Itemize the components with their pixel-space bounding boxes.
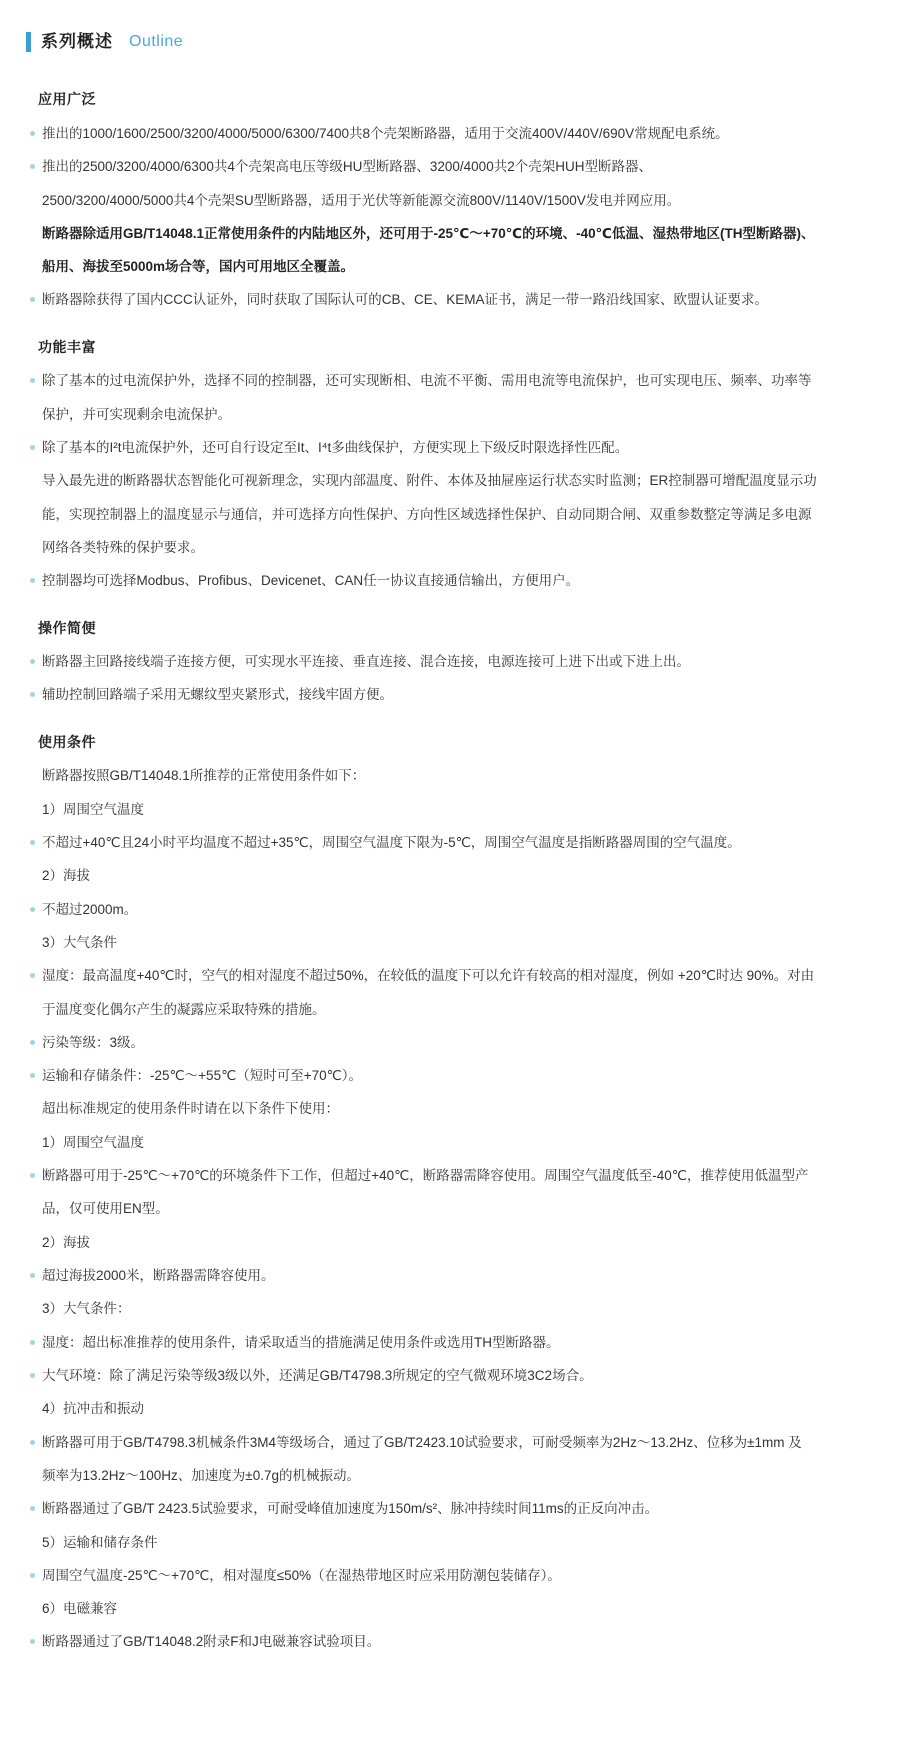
paragraph-text: 2）海拔	[42, 1234, 91, 1250]
paragraph-row	[28, 1561, 880, 1591]
paragraph-row	[28, 252, 880, 282]
section-heading: 使用条件	[38, 733, 96, 750]
bullet-dot-icon	[28, 961, 42, 978]
bullet-spacer	[28, 533, 42, 550]
paragraph-row	[28, 1394, 880, 1424]
bullet-spacer	[28, 1194, 42, 1211]
bullet-dot-icon	[28, 1561, 42, 1578]
bullet-spacer	[28, 795, 42, 812]
bullet-spacer	[28, 995, 42, 1012]
paragraph-row	[28, 1627, 880, 1657]
paragraph-text: 除了基本的I²t电流保护外，还可自行设定至It、I⁴t多曲线保护，方便实现上下级反时限选择性匹配。	[42, 439, 629, 455]
paragraph-text: 推出的2500/3200/4000/6300共4个壳架高电压等级HU型断路器、3200/4000共2个壳架HUH型断路器、	[42, 159, 652, 175]
paragraph-row	[28, 961, 880, 991]
bullet-dot-icon	[28, 152, 42, 169]
paragraph-text: 3）大气条件：	[42, 1301, 131, 1317]
paragraph-row	[28, 566, 880, 596]
paragraph-row	[28, 1461, 880, 1491]
paragraph-row	[28, 1161, 880, 1191]
paragraph-row	[28, 895, 880, 925]
paragraph-row	[28, 466, 880, 496]
bullet-dot-icon	[28, 680, 42, 697]
paragraph-row	[28, 680, 880, 710]
paragraph-row	[28, 647, 880, 677]
paragraph-text: 运输和存储条件：-25℃～+55℃（短时可至+70℃）。	[42, 1068, 363, 1084]
paragraph-text: 大气环境：除了满足污染等级3级以外，还满足GB/T4798.3所规定的空气微观环境3C2场合。	[42, 1367, 593, 1383]
paragraph-row	[28, 285, 880, 315]
page-header	[20, 22, 880, 72]
paragraph-row	[28, 366, 880, 396]
bullet-dot-icon	[28, 1161, 42, 1178]
section-heading: 操作简便	[38, 619, 96, 636]
section-heading: 功能丰富	[38, 338, 96, 355]
bullet-spacer	[28, 1394, 42, 1411]
paragraph-row	[28, 995, 880, 1025]
paragraph-text: 超出标准规定的使用条件时请在以下条件下使用：	[42, 1101, 339, 1117]
bullet-spacer	[28, 1094, 42, 1111]
paragraph-text: 周围空气温度-25℃～+70℃，相对湿度≤50%（在湿热带地区时应采用防潮包装储存）。	[42, 1567, 561, 1583]
paragraph-text: 控制器均可选择Modbus、Profibus、Devicenet、CAN任一协议直接通信输出，方便用户。	[42, 573, 580, 589]
bullet-dot-icon	[28, 1627, 42, 1644]
paragraph-row	[28, 1061, 880, 1091]
bullet-spacer	[28, 861, 42, 878]
bullet-dot-icon	[28, 1428, 42, 1445]
bullet-spacer	[28, 500, 42, 517]
paragraph-text: 6）电磁兼容	[42, 1601, 118, 1617]
paragraph-text: 断路器除获得了国内CCC认证外，同时获取了国际认可的CB、CE、KEMA证书，满足一带一路沿线国家、欧盟认证要求。	[42, 292, 769, 308]
paragraph-text: 不超过+40℃且24小时平均温度不超过+35℃，周围空气温度下限为-5℃，周围空气温度是指断路器周围的空气温度。	[42, 834, 741, 850]
paragraph-row	[28, 928, 880, 958]
paragraph-row	[28, 861, 880, 891]
paragraph-row	[28, 219, 880, 249]
bullet-dot-icon	[28, 1028, 42, 1045]
paragraph-text: 断路器除适用GB/T14048.1正常使用条件的内陆地区外，还可用于-25℃～+70℃的环境、-40℃低温、湿热带地区(TH型断路器)、	[42, 225, 815, 241]
paragraph-text: 断路器可用于-25℃～+70℃的环境条件下工作，但超过+40℃，断路器需降容使用。周围空气温度低至-40℃，推荐使用低温型产	[42, 1168, 809, 1184]
paragraph-text: 船用、海拔至5000m场合等，国内可用地区全覆盖。	[42, 259, 355, 275]
bullet-dot-icon	[28, 1328, 42, 1345]
paragraph-text: 不超过2000m。	[42, 901, 138, 917]
bullet-spacer	[28, 761, 42, 778]
paragraph-row	[28, 1594, 880, 1624]
bullet-spacer	[28, 1461, 42, 1478]
paragraph-row	[28, 828, 880, 858]
bullet-spacer	[28, 219, 42, 236]
bullet-dot-icon	[28, 1361, 42, 1378]
paragraph-text: 超过海拔2000米，断路器需降容使用。	[42, 1268, 275, 1284]
paragraph-row	[28, 1228, 880, 1258]
paragraph-row	[28, 1361, 880, 1391]
paragraph-text: 断路器通过了GB/T 2423.5试验要求，可耐受峰值加速度为150m/s²、脉冲持续时间11ms的正反向冲击。	[42, 1501, 659, 1517]
paragraph-row	[28, 1128, 880, 1158]
bullet-spacer	[28, 186, 42, 203]
paragraph-row	[28, 1194, 880, 1224]
paragraph-text: 1）周围空气温度	[42, 801, 145, 817]
paragraph-text: 5）运输和储存条件	[42, 1534, 158, 1550]
paragraph-text: 污染等级：3级。	[42, 1034, 145, 1050]
paragraph-text: 频率为13.2Hz～100Hz、加速度为±0.7g的机械振动。	[42, 1467, 360, 1483]
bullet-dot-icon	[28, 647, 42, 664]
paragraph-row	[28, 186, 880, 216]
paragraph-row	[28, 1028, 880, 1058]
page-title: 系列概述	[41, 32, 113, 51]
paragraph-row	[28, 1428, 880, 1458]
paragraph-row	[28, 119, 880, 149]
paragraph-text: 断路器主回路接线端子连接方便，可实现水平连接、垂直连接、混合连接，电源连接可上进下出或下进上出。	[42, 654, 690, 670]
paragraph-text: 导入最先进的断路器状态智能化可视新理念，实现内部温度、附件、本体及抽屉座运行状态实时监测；ER控制器可增配温度显示功	[42, 473, 817, 489]
document-body	[20, 86, 880, 1658]
paragraph-row	[28, 533, 880, 563]
bullet-spacer	[28, 928, 42, 945]
paragraph-text: 能，实现控制器上的温度显示与通信，并可选择方向性保护、方向性区域选择性保护、自动同期合闸、双重参数整定等满足多电源	[42, 506, 812, 522]
bullet-spacer	[28, 1594, 42, 1611]
paragraph-text: 2500/3200/4000/5000共4个壳架SU型断路器，适用于光伏等新能源交流800V/1140V/1500V发电并网应用。	[42, 192, 681, 208]
paragraph-text: 推出的1000/1600/2500/3200/4000/5000/6300/7400共8个壳架断路器，适用于交流400V/440V/690V常规配电系统。	[42, 125, 729, 141]
paragraph-text: 2）海拔	[42, 868, 91, 884]
paragraph-text: 断路器可用于GB/T4798.3机械条件3M4等级场合，通过了GB/T2423.10试验要求，可耐受频率为2Hz～13.2Hz、位移为±1mm 及	[42, 1434, 802, 1450]
bullet-dot-icon	[28, 828, 42, 845]
paragraph-row	[28, 1528, 880, 1558]
paragraph-text: 湿度：超出标准推荐的使用条件，请采取适当的措施满足使用条件或选用TH型断路器。	[42, 1334, 560, 1350]
paragraph-text: 断路器按照GB/T14048.1所推荐的正常使用条件如下：	[42, 768, 366, 784]
section-heading: 应用广泛	[38, 91, 96, 108]
bullet-spacer	[28, 466, 42, 483]
paragraph-text: 除了基本的过电流保护外，选择不同的控制器，还可实现断相、电流不平衡、需用电流等电流保护，也可实现电压、频率、功率等	[42, 373, 812, 389]
paragraph-row	[28, 1494, 880, 1524]
bullet-dot-icon	[28, 1261, 42, 1278]
bullet-spacer	[28, 1528, 42, 1545]
paragraph-row	[28, 761, 880, 791]
bullet-spacer	[28, 1128, 42, 1145]
paragraph-text: 1）周围空气温度	[42, 1134, 145, 1150]
bullet-spacer	[28, 1294, 42, 1311]
bullet-dot-icon	[28, 433, 42, 450]
bullet-dot-icon	[28, 1494, 42, 1511]
bullet-spacer	[28, 252, 42, 269]
paragraph-text: 4）抗冲击和振动	[42, 1401, 145, 1417]
bullet-dot-icon	[28, 566, 42, 583]
paragraph-text: 断路器通过了GB/T14048.2附录F和J电磁兼容试验项目。	[42, 1634, 381, 1650]
page-title-english: Outline	[129, 32, 184, 50]
paragraph-text: 湿度：最高温度+40℃时，空气的相对湿度不超过50%，在较低的温度下可以允许有较高的相对湿度，例如 +20℃时达 90%。对由	[42, 968, 815, 984]
header-accent-bar	[26, 32, 31, 52]
paragraph-row	[28, 152, 880, 182]
bullet-spacer	[28, 1228, 42, 1245]
bullet-dot-icon	[28, 895, 42, 912]
paragraph-row	[28, 500, 880, 530]
paragraph-row	[28, 1261, 880, 1291]
bullet-dot-icon	[28, 1061, 42, 1078]
paragraph-text: 辅助控制回路端子采用无螺纹型夹紧形式，接线牢固方便。	[42, 687, 393, 703]
bullet-spacer	[28, 400, 42, 417]
paragraph-text: 3）大气条件	[42, 934, 118, 950]
paragraph-text: 网络各类特殊的保护要求。	[42, 539, 204, 555]
bullet-dot-icon	[28, 119, 42, 136]
paragraph-text: 于温度变化偶尔产生的凝露应采取特殊的措施。	[42, 1001, 326, 1017]
paragraph-row	[28, 1328, 880, 1358]
paragraph-row	[28, 400, 880, 430]
paragraph-row	[28, 433, 880, 463]
paragraph-text: 保护，并可实现剩余电流保护。	[42, 406, 231, 422]
paragraph-row	[28, 1094, 880, 1124]
bullet-dot-icon	[28, 285, 42, 302]
paragraph-text: 品，仅可使用EN型。	[42, 1201, 169, 1217]
paragraph-row	[28, 1294, 880, 1324]
bullet-dot-icon	[28, 366, 42, 383]
paragraph-row	[28, 795, 880, 825]
